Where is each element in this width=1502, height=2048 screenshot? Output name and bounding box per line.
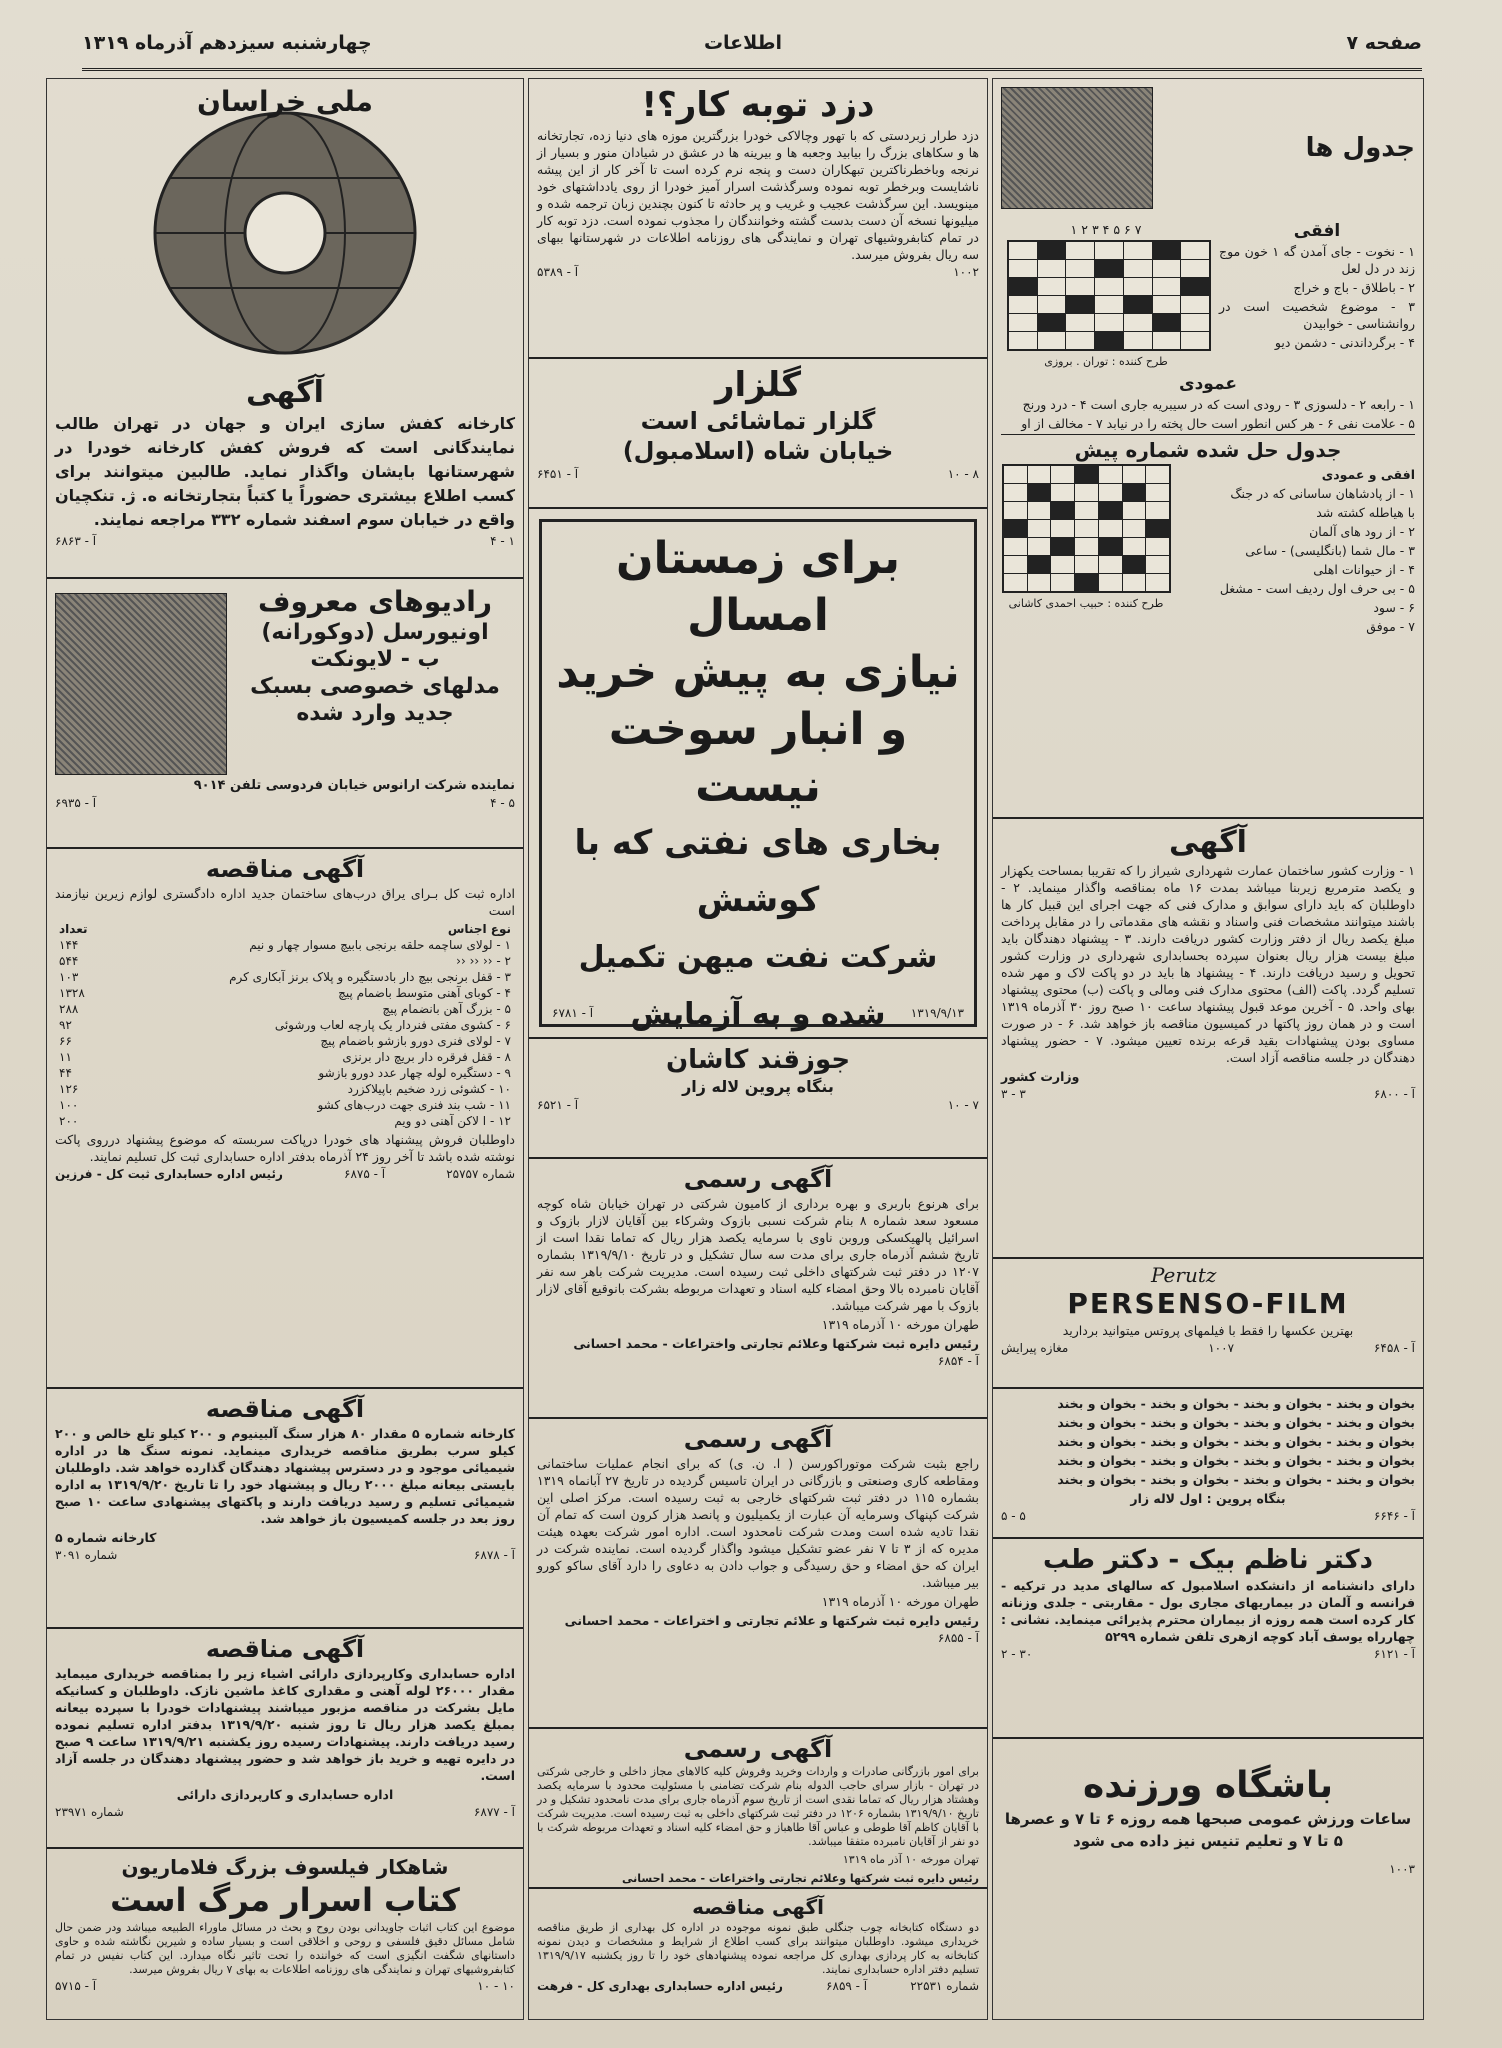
radio-agent: نماینده شرکت ارانوس خیابان فردوسی تلفن ۹۰۱۴ <box>193 778 515 793</box>
golzar-ref: آ - ۶۴۵۱ <box>537 467 579 481</box>
down-clue: ۱ - رابعه ۲ - دلسوزی ۳ - رودی است که در سیبریه جاری است ۴ - درد ورنج <box>1022 397 1415 412</box>
golzar-number: ۸ - ۱۰ <box>947 467 979 481</box>
heater-line: نیازی به پیش خرید <box>556 647 960 698</box>
tender1-text: داوطلبان فروش پیشنهاد های خودرا درپاکت سربسته که موضوع پیشنهاد درروی پاکت نوشته شده باشد تا آخر روز ۲۴ آذرماه بدفتر اداره حسابداری ثبت کل تسلیم نمایند. <box>55 1132 515 1164</box>
solved-item: با هیاطله کشته شد <box>1316 505 1415 520</box>
tender1-ref: آ - ۶۸۷۵ <box>344 1167 386 1181</box>
crossword-grid <box>1007 240 1211 351</box>
perutz-line: بهترین عکسها را فقط با فیلمهای پروتس میتوانید بردارید <box>1062 1323 1354 1338</box>
solved-item: ۳ - مال شما (بانگلیسی) - ساعی <box>1245 543 1415 558</box>
across-clue: ۲ - باطلاق - باج و خراج <box>1293 280 1415 295</box>
kashan-subtitle: بنگاه پروین لاله زار <box>682 1077 834 1096</box>
perutz-shop: مغازه پیرایش <box>1001 1341 1069 1355</box>
tender1-intro: اداره ثبت کل بـرای یراق درب‌های ساختمان جدید اداره دادگستری لوازم زیرین نیازمند است <box>55 886 515 918</box>
tender3-title: آگهی مناقصه <box>205 1635 365 1663</box>
item-name: ۱۲ - ا لاکن آهنی دو ویم <box>394 1114 511 1128</box>
official-notice-3 <box>529 1729 987 1889</box>
official-title: آگهی رسمی <box>683 1425 833 1453</box>
tender1-number: شماره ۲۵۷۵۷ <box>446 1167 515 1181</box>
across-clue: ۱ - نخوت - جای آمدن گه ۱ خون موج زند در دل لعل <box>1219 244 1415 276</box>
item-name: ۸ - قفل فرقره دار بریچ دار برنزی <box>342 1050 511 1064</box>
radio-illustration <box>55 593 227 775</box>
tender-signature: رئیس اداره حسابداری بهداری کل - فرهت <box>537 1979 783 1993</box>
radio-line: مدلهای خصوصی بسبک <box>250 674 500 699</box>
thief-text: دزد طرار زبردستی که با تهور وچالاکی خودرا بزرگترین موزه های دنیا زده، تجارتخانه ها و سکاهای بزرگ را بیابید وجعبه ها و بیرینه ها در عشق در شیادان منور و بسیار از نرنجه وباخطرناکترین تبهکاران دست و پنجه نرم کرده است تا آخر کار از این پیشه ناشایست وبرخطر توبه نموده وسرگذشت اسرار آمیز خودرا از روی یادداشتهای خود مینویسد. این سرگذشت عجیب و غریب و پر حادثه تا کنون بچندین زبان ترجمه شده و میلیونها نسخه آن دست بدست گشته وخوانندگان را مجذوب نموده است. دزد توبه کار در تمام کتابفروشیهای تهران و نمایندگی های روزنامه اطلاعات در شهرستانها ببهای سه ریال بفروش میرسد. <box>537 128 979 262</box>
official-signature: رئیس دایره ثبت شرکتها وعلائم تجارتی واختراعات - محمد احسانی <box>573 1336 979 1351</box>
issue-date: چهارشنبه سیزدهم آذرماه ۱۳۱۹ <box>82 32 372 54</box>
shoe-title: آگهی <box>246 375 324 410</box>
club-ad <box>993 1739 1423 2019</box>
doctor-ref2: ۳۰ - ۲ <box>1001 1647 1033 1661</box>
pictures-ref2: ۵ - ۵ <box>1001 1509 1026 1523</box>
tender2-number: شماره ۳۰۹۱ <box>55 1548 118 1562</box>
official-title: آگهی رسمی <box>683 1165 833 1193</box>
tender2-ref: آ - ۶۸۷۸ <box>473 1548 515 1562</box>
book-ad <box>47 1849 523 2019</box>
table-row <box>55 1033 515 1049</box>
across-clue: ۳ - موضوع شخصیت است در روانشناسی - خوابیدن <box>1219 299 1415 331</box>
tender3-signature: اداره حسابداری و کارپردازی دارائی <box>176 1787 394 1802</box>
table-row <box>55 953 515 969</box>
item-qty: ۵۴۴ <box>59 954 79 968</box>
kashan-title: جوزقند کاشان <box>665 1045 851 1075</box>
item-name: ۷ - لولای فنری دورو بازشو باضمام پیچ <box>320 1034 511 1048</box>
crossword-illustration <box>1001 87 1153 209</box>
pictures-row: بخوان و بخند - بخوان و بخند - بخوان و بخند - بخوان و بخند <box>1057 1472 1415 1487</box>
heater-line: و انبار سوخت نیست <box>608 704 908 812</box>
tender1-title: آگهی مناقصه <box>205 855 365 883</box>
doctor-ref: آ - ۶۱۲۱ <box>1373 1647 1415 1661</box>
pictures-ad <box>993 1389 1423 1539</box>
solved-item: ۲ - از رود های آلمان <box>1309 524 1415 539</box>
official-signature: رئیس دایره ثبت شرکتها و علائم تجارتی و اختراعات - محمد احسانی <box>564 1613 979 1628</box>
paper-name: اطلاعات <box>703 32 782 54</box>
crossword-designer: طرح کننده : توران . بروزی <box>1044 355 1168 368</box>
thief-ref: آ - ۵۳۸۹ <box>537 265 579 279</box>
pictures-place: بنگاه پروین : اول لاله زار <box>1130 1491 1286 1506</box>
radio-ref: آ - ۶۹۳۵ <box>55 796 97 810</box>
kashan-ad <box>529 1039 987 1159</box>
shoe-text: کارخانه کفش سازی ایران و جهان در تهران طالب نمایندگانی است که فروش کفش کارخانه خودرا در شهرستانها بایشان واگذار نماید. طالبین میتوانند برای کسب اطلاع بیشتری حضوراً یا کتباً بتجارتخانه ه. ژ. تنکچیان واقع در خیابان سوم اسفند شماره ۳۳۲ مراجعه نمایند. <box>55 414 515 529</box>
ministry-notice <box>993 819 1423 1259</box>
kashan-number: ۷ - ۱۰ <box>947 1098 979 1112</box>
item-qty: ۹۲ <box>59 1018 72 1032</box>
book-number: ۱۰ - ۱۰ <box>477 1979 515 1993</box>
official-text: برای امور بازرگانی صادرات و واردات وخرید وفروش کلیه کالاهای مجاز داخلی و خارجی شرکتی در تهران - بازار سرای حاجب الدوله بنام شرکت تضامنی با مسئولیت محدود با سرمایه یکصد وهشتاد هزار ریال که تماما نقدی است از تاریخ سوم آذرماه جاری برای مدت نامحدود تشکیل و در تاریخ ۱۳۱۹/۹/۱۰ بشماره ۱۲۰۶ در دفتر ثبت شرکتهای داخلی به ثبت رسیده است. مدیریت شرکت با آقایان کاظم آقا طوطی و عباس آقا طاهباز و حق امضاء کلیه اسناد و تعهدات مربوطه شرکت با دو نفر از آقایان نامبرده متفقا میباشد. <box>537 1765 979 1848</box>
kashan-ref: آ - ۶۵۲۱ <box>537 1098 579 1112</box>
center-column <box>528 78 988 2020</box>
table-row <box>55 985 515 1001</box>
tender2-signature: کارخانه شماره ۵ <box>55 1530 157 1545</box>
pictures-row: بخوان و بخند - بخوان و بخند - بخوان و بخند - بخوان و بخند <box>1057 1415 1415 1430</box>
official-ref: آ - ۶۸۵۵ <box>937 1631 979 1645</box>
solved-item: ۶ - سود <box>1373 600 1415 615</box>
pictures-row: بخوان و بخند - بخوان و بخند - بخوان و بخند - بخوان و بخند <box>1057 1434 1415 1449</box>
table-row <box>55 969 515 985</box>
item-qty: ۲۰۰ <box>59 1114 79 1128</box>
left-column <box>46 78 524 2020</box>
official-title: آگهی رسمی <box>683 1735 833 1763</box>
book-text: موضوع این کتاب اثبات جاویدانی بودن روح و بحث در مسائل ماوراء الطبیعه میباشد ودر ضمن حال شامل مسائل دقیق فلسفی و روحی و اخلاقی است و بسیار ساده و شیرین نگاشته شده و حاوی داستانهای شگفت انگیزی است که خواننده را تحت تاثیر نگاه میدارد. این کتاب نفیس در تمام کتابفروشیهای تهران و نمایندگی های روزنامه اطلاعات به بهای ۷ ریال بفروش میرسد. <box>55 1921 515 1976</box>
radio-line: ب - لایونکت <box>310 647 440 672</box>
thief-title: دزد توبه کار؟! <box>641 85 875 125</box>
table-row <box>55 1065 515 1081</box>
official-date: تهران مورخه ۱۰ آذر ماه ۱۳۱۹ <box>842 1853 979 1866</box>
across-clue: ۴ - برگرداندنی - دشمن دیو <box>1274 335 1415 350</box>
golzar-ad <box>529 359 987 509</box>
shoe-ref2: ۱ - ۴ <box>490 534 515 548</box>
doctor-ad <box>993 1539 1423 1739</box>
tender-finance <box>47 1629 523 1849</box>
notice-title: آگهی <box>1169 825 1247 860</box>
official-text: برای هرنوع باربری و بهره برداری از کامیون شرکتی در تهران خیابان شاه کوچه مسعود سعد شماره ۸ بنام شرکت نسبی بازوک وشرکاء بین آقایان لازار بازوک و اسرائیل پالهیکسکی وروبن ناوی با سرمایه یکصد هزار ریال که تماما نقدا است از تاریخ ششم آذرماه جاری برای مدت سه سال تشکیل و در تاریخ ۱۳۱۹/۹/۱۰ بشماره ۱۲۰۷ در دفتر ثبت شرکتهای داخلی ثبت رسیده است. مدیریت شرکت باهر سه نفر آقایان نامبرده بالا وحق امضاء کلیه اسناد و تعهدات مربوطه بشرکت بانوقیع آقای لازار بازوک با مهر شرکت میباشد. <box>537 1196 980 1313</box>
golzar-title: گلزار <box>714 365 802 405</box>
table-row <box>55 937 515 953</box>
table-head-qty: تعداد <box>59 922 88 936</box>
notice-ref2: ۳ - ۳ <box>1001 1087 1026 1101</box>
tender2-title: آگهی مناقصه <box>205 1395 365 1423</box>
crossword-section <box>993 79 1423 819</box>
tender-text: دو دستگاه کتابخانه چوب جنگلی طبق نمونه موجوده در اداره کل بهداری از طریق مناقصه خریداری میشود. داوطلبان میتوانند برای کسب اطلاع از شرایط و مشخصات و دیدن نمونه کتابخانه به کار پردازی بهداری کل مراجعه نموده پیشنهادهای خود را تا روز یکشنبه ۱۳۱۹/۹/۱۷ تسلیم دفتر اداره حسابداری نمایند. <box>537 1921 979 1976</box>
table-row <box>55 1113 515 1129</box>
tender-registry <box>47 849 523 1389</box>
item-name: ۱۱ - شب بند فنری جهت درب‌های کشو <box>317 1098 511 1112</box>
table-head-item: نوع اجناس <box>447 922 511 936</box>
tender1-signature: رئیس اداره حسابداری ثبت کل - فرزین <box>55 1167 283 1181</box>
down-title: عمودی <box>1179 374 1237 394</box>
item-name: ۵ - بزرگ آهن بانضمام پیچ <box>382 1002 511 1016</box>
heater-date: ۱۳۱۹/۹/۱۳ <box>910 1006 964 1020</box>
solved-designer: طرح کننده : حبیب احمدی کاشانی <box>1008 597 1164 610</box>
tender3-number: شماره ۲۳۹۷۱ <box>55 1805 124 1819</box>
club-text: ساعات ورزش عمومی صبحها همه روزه ۶ تا ۷ و عصرها ۵ تا ۷ و تعلیم تنیس نیز داده می شود <box>1004 1810 1412 1850</box>
solved-item: ۷ - موفق <box>1366 619 1415 634</box>
heater-ref: آ - ۶۷۸۱ <box>552 1006 594 1020</box>
item-name: ۱ - لولای ساچمه حلقه برنجی بابیچ مسوار چهار و نیم <box>249 938 511 952</box>
shoe-ref: آ - ۶۸۶۳ <box>55 534 97 548</box>
notice-ref: آ - ۶۸۰۰ <box>1373 1087 1415 1101</box>
book-title: کتاب اسرار مرگ است <box>110 1881 460 1919</box>
tender-ref: آ - ۶۸۵۹ <box>826 1979 868 1993</box>
heater-line: شرکت نفت میهن تکمیل شده و به آزمایش <box>578 940 938 1032</box>
item-qty: ۶۶ <box>59 1034 72 1048</box>
golzar-line1: گلزار تماشائی است <box>640 407 876 435</box>
book-top: شاهکار فیلسوف بزرگ فلاماریون <box>121 1855 449 1879</box>
official-notice-1 <box>529 1159 987 1419</box>
crossword-title: جدول ها <box>1305 133 1415 163</box>
heater-line: برای زمستان امسال <box>615 533 900 641</box>
thief-ad <box>529 79 987 359</box>
perutz-logo: Perutz <box>1151 1263 1217 1287</box>
doctor-text: دارای دانشنامه از دانشکده اسلامبول که سالهای مدید در ترکیه - فرانسه و آلمان در بیماریهای مجاری بول - مقاربتی - جلدی وزنانه کار کرده است همه روزه از بیماران محترم پذیرائی مینماید. نشانی : چهارراه یوسف آباد کوچه ازهری تلفن شماره ۵۲۹۹ <box>1001 1578 1415 1644</box>
item-qty: ۱۲۶ <box>59 1082 79 1096</box>
item-qty: ۱۰۳ <box>59 970 79 984</box>
shoe-logo-text: ملی خراسان <box>197 85 373 118</box>
tender3-ref: آ - ۶۸۷۷ <box>473 1805 515 1819</box>
notice-text: ۱ - وزارت کشور ساختمان عمارت شهرداری شیراز را که تقریبا بمساحت یکهزار و یکصد مترمربع زیربنا میباشد بمدت ۱۶ ماه بمناقصه واگذار مینماید. ۲ - داوطلبان که باید دارای سوابق و مدارک فنی که جهت اجرای این قبیل کار ها باشند میتوانند مشخصات فنی واسناد و نقشه های مقدماتی را در مقابل پرداخت مبلغ یکصد ریال از دفتر وزارت کشور دریافت دارند. ۳ - پیشنهاد دهندگان باید مبلغ بیست هزار ریال بعنوان سپرده بحسابداری شهرداری در وزارت کشور تحویل و رسید دریافت دارند. ۴ - پیشنهاد ها باید در دو پاکت لاک و مهر شده تسلیم گردد. پاکت (الف) محتوی مدارک فنی ومالی و پاکت (ب) محتوی پیشنهاد بهای واحد. ۵ - آخرین موعد قبول پیشنهاد ساعت ۱۰ صبح روز ۳۰ آذرماه ۱۳۱۹ است و در همان روز پاکتها در کمیسیون مناقصه باز خواهد شد. ۶ - در صورت مساوی بودن پیشنهادات بقید قرعه برنده تعیین میشود. ۷ - حضور پیشنهاد دهندگان در جلسه مناقصه آزاد است. <box>1001 863 1416 1065</box>
radio-title: رادیوهای معروف <box>258 585 492 618</box>
official-date: طهران مورخه ۱۰ آذرماه ۱۳۱۹ <box>821 1317 979 1332</box>
heater-line: بخاری های نفتی که با کوشش <box>574 823 942 920</box>
item-name: ۲ - ‹‹ ‹‹ ‹‹ <box>456 954 511 968</box>
tender3-text: اداره حسابداری وکارپردازی دارائی اشیاء زیر را بمناقصه خریداری میبماید مقدار ۲۶۰۰۰ لوله آهنی و مقداری کاغذ ماشین نازک. داوطلبان و کسانیکه مایل بشرکت در مناقصه مزبور میباشند پیشنهادات خودرا با سپرده بیعانه بمبلغ یکصد هزار ریال تا روز شنبه ۱۳۱۹/۹/۲۰ بدفتر اداره تسلیم نموده رسید دریافت دارند. پیشنهادات رسیده روز یکشنبه ۱۳۱۹/۹/۲۱ ساعت ۹ صبح در دایره تهیه و خرید باز خواهد شد و حضور پیشنهاد دهندگان در جلسه آزاد است. <box>55 1666 515 1783</box>
item-qty: ۴۴ <box>59 1066 72 1080</box>
globe-illustration <box>135 83 435 363</box>
table-row <box>55 1097 515 1113</box>
tender-bookcase <box>529 1889 987 2019</box>
right-column <box>992 78 1424 2020</box>
shoe-ad <box>47 79 523 579</box>
solved-item: ۴ - از حیوانات اهلی <box>1313 562 1415 577</box>
table-row <box>55 1081 515 1097</box>
table-row <box>55 1049 515 1065</box>
item-qty: ۲۸۸ <box>59 1002 79 1016</box>
pictures-row: بخوان و بخند - بخوان و بخند - بخوان و بخند - بخوان و بخند <box>1057 1453 1415 1468</box>
radio-line: جدید وارد شده <box>296 701 454 726</box>
solved-title: جدول حل شده شماره پیش <box>1001 434 1415 462</box>
item-qty: ۱۰۰ <box>59 1098 79 1112</box>
item-name: ۶ - کشوی مفتی فنردار یک پارچه لعاب ورشوئی <box>274 1018 511 1032</box>
page-header <box>82 22 1422 71</box>
club-title: باشگاه ورزنده <box>1082 1765 1334 1806</box>
heater-ad <box>529 509 987 1039</box>
radio-line: اونیورسل (دوکورانه) <box>261 620 489 645</box>
across-title: افقی <box>1293 221 1341 241</box>
tender1-table <box>55 921 515 1129</box>
item-qty: ۱۴۴ <box>59 938 79 952</box>
crossword-numbers: ۷ ۶ ۵ ۴ ۳ ۲ ۱ <box>1070 222 1142 237</box>
official-ref: آ - ۶۸۵۴ <box>937 1354 979 1368</box>
golzar-line2: خیابان شاه (اسلامبول) <box>622 437 894 465</box>
book-ref: آ - ۵۷۱۵ <box>55 1979 97 1993</box>
item-name: ۳ - قفل برنجی بیچ دار بادستگیره و پلاک برنز آبکاری کرم <box>229 970 511 984</box>
pictures-ref: آ - ۶۶۴۶ <box>1373 1509 1415 1523</box>
thief-number: ۱۰۰۲ <box>953 265 979 279</box>
down-clue: ۵ - علامت نفی ۶ - هر کس انطور است حال پخته را در نیابد ۷ - مخالف از او <box>1021 416 1415 431</box>
tender-number: شماره ۲۲۵۳۱ <box>910 1979 979 1993</box>
item-name: ۱۰ - کشوئی زرد ضخیم باپیلاکزرد <box>347 1082 511 1096</box>
perutz-ref: آ - ۶۴۵۸ <box>1373 1341 1415 1355</box>
perutz-number: ۱۰۰۷ <box>1208 1341 1235 1355</box>
item-name: ۴ - کوبای آهنی متوسط باضمام پیچ <box>338 986 511 1000</box>
club-ref: ۱۰۰۳ <box>1389 1862 1415 1876</box>
item-qty: ۱۳۲۸ <box>59 986 85 1000</box>
radio-ref2: ۵ - ۴ <box>490 796 515 810</box>
page-number: صفحه ۷ <box>1346 32 1422 54</box>
tender-factory <box>47 1389 523 1629</box>
tender-title: آگهی مناقصه <box>692 1895 824 1919</box>
item-name: ۹ - دستگیره لوله چهار عدد دورو بازشو <box>318 1066 511 1080</box>
official-signature: رئیس دایره ثبت شرکتها وعلائم تجارتی واختراعات - محمد احسانی <box>622 1872 979 1885</box>
item-qty: ۱۱ <box>59 1050 72 1064</box>
official-text: راجع بثبت شرکت موتوراکورسن ( ا. ن. ی) که برای انجام عملیات ساختمانی ومقاطعه کاری وصنعتی و بازرگانی در ایران تاسیس گردیده در تاریخ ۲۷ آبانماه ۱۳۱۹ بشماره ۱۱۵ در دفتر ثبت شرکتهای خارجی به ثبت رسیده است. مرکز اصلی این شرکت کپنهاک وسرمایه آن عبارت از یکمیلیون و پانصد هزار کرون است که تمام آن نقدا تادیه شده است ومدت شرکت نامحدود است. اداره امور شرکت بعهده هیئت مدیره که از ۳ تا ۷ نفر عضو تشکیل میشود واگذار گردیده است. نماینده شرکت در ایران که حق امضاء و حق رسیدگی و جواب دادن به دعاوی را دارد آقای ساکو کورو بیر میباشد. <box>537 1456 980 1590</box>
solved-grid <box>1002 464 1171 593</box>
perutz-brand: PERSENSO-FILM <box>1067 1287 1349 1320</box>
official-notice-2 <box>529 1419 987 1729</box>
table-row <box>55 1001 515 1017</box>
solved-subtitle: افقی و عمودی <box>1321 467 1415 482</box>
radio-ad <box>47 579 523 849</box>
solved-item: ۵ - بی حرف اول ردیف است - مشغل <box>1219 581 1415 596</box>
perutz-ad <box>993 1259 1423 1389</box>
notice-signature: وزارت کشور <box>1001 1069 1080 1084</box>
official-date: طهران مورخه ۱۰ آذرماه ۱۳۱۹ <box>821 1594 979 1609</box>
table-row <box>55 1017 515 1033</box>
tender2-text: کارخانه شماره ۵ مقدار ۸۰ هزار سنگ آلبینیوم و ۲۰۰ کیلو تلع خالص و ۲۰۰ کیلو سرب بطریق مناقصه خریداری مینماید. نمونه سنگ ها در اداره شیمیائی موجود و در دسترس پیشنهاد دهندگان گذارده خواهد شد. داوطلبان بایستی بیعانه مبلغ ۲۰۰۰ ریال و پیشنهاد خود را تا تاریخ ۱۳۱۹/۹/۲۰ به اداره شیمیائی تسلیم و رسید دریافت دارند و پاکتهای پیشنهادی ساعت ۱۰ صبح روز بعد در جلسه کمیسیون باز خواهد شد. <box>55 1426 516 1526</box>
doctor-title: دکتر ناظم بیک - دکتر طب <box>1043 1545 1373 1575</box>
pictures-row: بخوان و بخند - بخوان و بخند - بخوان و بخند - بخوان و بخند <box>1057 1396 1415 1411</box>
solved-item: ۱ - از پادشاهان ساسانی که در جنگ <box>1230 486 1415 501</box>
